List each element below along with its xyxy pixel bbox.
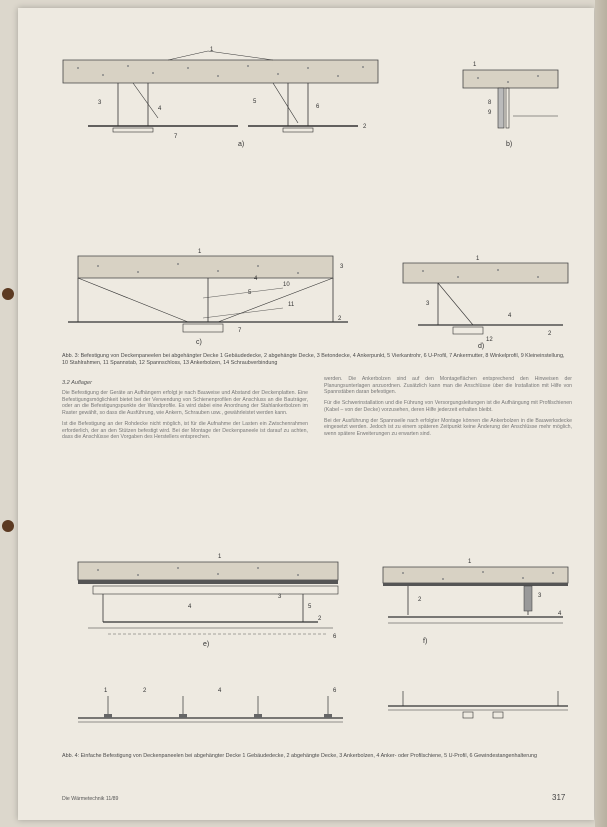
callout-d-12: 12 bbox=[486, 337, 493, 343]
callout-d-1: 1 bbox=[476, 256, 480, 262]
page-number: 317 bbox=[552, 793, 566, 802]
callout-a-1: 1 bbox=[210, 47, 214, 53]
section-heading: 3.2 Auflager bbox=[62, 380, 92, 386]
figure-1-panel-a bbox=[58, 48, 388, 148]
callout-c-7: 7 bbox=[238, 328, 242, 334]
callout-a-5: 5 bbox=[253, 99, 257, 105]
panel-label-a: a) bbox=[238, 141, 245, 148]
callout-f-3: 3 bbox=[538, 593, 542, 599]
body-column-right bbox=[324, 376, 572, 442]
callout-e-2: 2 bbox=[318, 616, 322, 622]
panel-label-d: d) bbox=[478, 343, 485, 350]
callout-b-9: 9 bbox=[488, 110, 492, 116]
callout-f-4: 4 bbox=[558, 611, 562, 617]
callout-f-1: 1 bbox=[468, 559, 472, 565]
callout-c-4: 4 bbox=[254, 276, 258, 282]
body-right-paragraph: Bei der Ausführung der Spannseile nach erfolgter Montage können die Ankerbolzen in die Bauwerksdecke eingesetzt werden. Jedoch ist zu einem späteren Zeitpunkt keine Änderung der Anschlüsse mehr möglich, wenn spätere Erweiterungen zu erwarten sind. bbox=[324, 417, 572, 437]
figure-3-bottom-strip-left bbox=[68, 676, 353, 736]
panel-label-f: f) bbox=[423, 638, 428, 645]
callout-c-5: 5 bbox=[248, 290, 252, 296]
panel-label-e: e) bbox=[203, 641, 210, 648]
binder-edge bbox=[595, 0, 607, 827]
callout-d-2: 2 bbox=[548, 331, 552, 337]
callout-e2-1: 1 bbox=[104, 688, 108, 694]
body-left-paragraph: Die Befestigung der Geräte an Aufhängern erfolgt je nach Bauweise und Abstand der Deckenplatten. Eine Befestigungsmöglichkeit bietet bei der Verwendung von Schienenprofilen der Anschluss an die Bauträger, oder an die Befestigungspunkte der Wandprofile. Es wird dabei eine Anordnung der Stahlankerbolzen im Raster gewählt, so dass die Ausführung, wie Ankern, Schrauben usw., gewährleistet werden kann. bbox=[62, 390, 308, 417]
body-right-paragraph: Für die Schwerinstallation und die Führung von Versorgungsleitungen ist die Aufhängung mit Profilschienen (Kabel – von der Decke) vorzusehen, deren Hilfe jederzeit erhalten bleibt. bbox=[324, 400, 572, 413]
callout-a-4: 4 bbox=[158, 106, 162, 112]
callout-c-10: 10 bbox=[283, 282, 290, 288]
body-column-left bbox=[62, 390, 308, 445]
callout-d-4: 4 bbox=[508, 313, 512, 319]
panel-label-c: c) bbox=[196, 339, 202, 346]
journal-footer: Die Wärmetechnik 11/89 bbox=[62, 796, 119, 802]
callout-e2-4: 4 bbox=[218, 688, 222, 694]
panel-label-b: b) bbox=[506, 141, 513, 148]
figure-caption-2: Abb. 4: Einfache Befestigung von Deckenpaneelen bei abgehängter Decke 1 Gebäudedecke, 2 abgehängte Decke, 3 Ankerbolzen, 4 Anker- oder Profilschiene, 5 U-Profil, 6 Gewindestangenhalterung bbox=[62, 753, 537, 759]
figure-3-panel-f bbox=[378, 553, 573, 648]
callout-e-5: 5 bbox=[308, 604, 312, 610]
callout-c-1: 1 bbox=[198, 249, 202, 255]
callout-a-6: 6 bbox=[316, 104, 320, 110]
figure-2-panel-c bbox=[58, 246, 358, 346]
callout-c-2: 2 bbox=[338, 316, 342, 322]
figure-3-panel-e bbox=[68, 548, 353, 648]
callout-c-11: 11 bbox=[288, 302, 295, 308]
scanned-page bbox=[18, 8, 594, 820]
figure-1-panel-b bbox=[458, 56, 568, 151]
callout-e2-2: 2 bbox=[143, 688, 147, 694]
callout-a-7: 7 bbox=[174, 134, 178, 140]
callout-a-3: 3 bbox=[98, 100, 102, 106]
callout-e-3: 3 bbox=[278, 594, 282, 600]
callout-b-1: 1 bbox=[473, 62, 477, 68]
callout-c-3: 3 bbox=[340, 264, 344, 270]
callout-d-3: 3 bbox=[426, 301, 430, 307]
figure-caption-1: Abb. 3: Befestigung von Deckenpaneelen bei abgehängter Decke 1 Gebäudedecke, 2 abgehängte Decke, 3 Betondecke, 4 Ankerpunkt, 5 Vierkantrohr, 6 U-Profil, 7 Ankermutter, 8 Winkelprofil, 9 Kleineinstellung, 10 Stahlrahmen, 11 Spannstab, 12 Spannschloss, 13 Ankerbolzen, 14 Schraubverbindung bbox=[62, 353, 565, 367]
callout-e2-6: 6 bbox=[333, 688, 337, 694]
punch-hole bbox=[2, 520, 14, 532]
callout-e-6: 6 bbox=[333, 634, 337, 640]
callout-a-2: 2 bbox=[363, 124, 367, 130]
body-left-paragraph: Ist die Befestigung an der Rohdecke nicht möglich, ist für die Aufnahme der Lasten ein Zwischenrahmen erforderlich, der an den Stützen befestigt wird. Bei der Montage der Deckenpaneele ist darauf zu achten, dass die Anschlüsse den Vorgaben des Herstellers entsprechen. bbox=[62, 420, 308, 441]
punch-hole bbox=[2, 288, 14, 300]
callout-f-2: 2 bbox=[418, 597, 422, 603]
callout-e-1: 1 bbox=[218, 554, 222, 560]
callout-b-8: 8 bbox=[488, 100, 492, 106]
figure-3-bottom-strip-right bbox=[383, 686, 573, 726]
callout-e-4: 4 bbox=[188, 604, 192, 610]
figure-2-panel-d bbox=[398, 253, 578, 348]
body-right-paragraph: werden. Die Ankerbolzen sind auf den Montageflächen entsprechend den Hinweisen der Planungsunterlagen anzuordnen. Zusätzlich kann man die Anschlüsse über die Installation mit Hilfe von Spannstäben daran befestigen. bbox=[324, 376, 572, 396]
